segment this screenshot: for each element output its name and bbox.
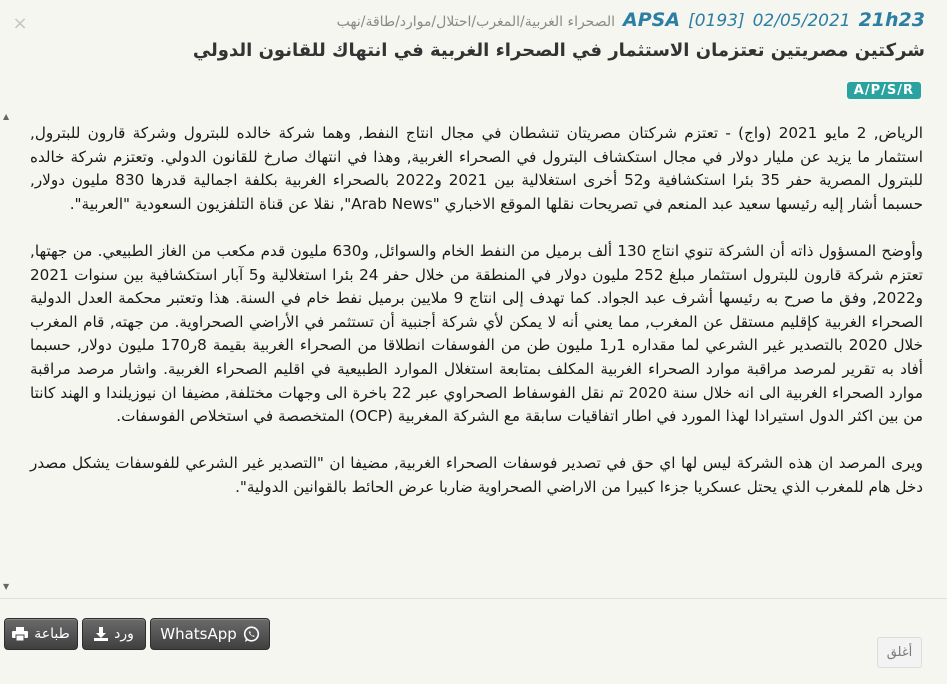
scroll-up-arrow-icon[interactable]: ▲: [3, 112, 10, 121]
article-meta: [337, 9, 925, 33]
article-date: 02/05/2021: [752, 11, 851, 31]
footer-divider: [0, 598, 947, 599]
article-body: [30, 122, 923, 523]
article-paragraph: ويرى المرصد ان هذه الشركة ليس لها اي حق في تصدير فوسفات الصحراء الغربية, مضيفا ان "التصدير غير الشرعي للفوسفات يشكل مصدر دخل هام للمغرب الذي يحتل عسكريا جزءا كبيرا من الاراضي الصحراوية ضاربا عرض الحائط بالقوانين الدولية".: [30, 454, 923, 496]
article-paragraph: وأوضح المسؤول ذاته أن الشركة تنوي انتاج 130 ألف برميل من النفط الخام والسوائل, و630 مليون قدم مكعب من الغاز الطبيعي. من جهتها, تعتزم شركة قارون للبترول استثمار مبلغ 252 مليون دولار في المنطقة من خلال حفر 24 بئرا استغلالية و5 آبار استكشافية بين سنوات 2021 و2022, وفق ما صرح به رئيسها أشرف عبد الجواد. كما تهدف إلى انتاج 9 ملايين برميل نفط خام في السنة. هذا وتعتبر محكمة العدل الدولية الصحراء الغربية كإقليم مستقل عن المغرب, مما يعني أنه لا يمكن لأي شركة أجنبية أن تستثمر في الأراضي الصحراوية. من جهته, قام المغرب خلال 2020 بالتصدير غير الشرعي لما مقداره 1ر1 مليون طن من الفوسفات انطلاقا من الصحراء الغربية بقيمة 8ر170 مليون دولار, حسبما أفاد به تقرير لمرصد مراقبة موارد الصحراء الغربية المكلف بمتابعة استغلال الموارد الطبيعية في اقليم الصحراء الغربية. واشار مرصد مراقبة موارد الصحراء الغربية الى انه خلال سنة 2020 تم نقل الفوسفاط الصحراوي عبر 22 باخرة الى وجهات مختلفة, مضيفا ان نيوزيلندا و الهند كانتا من بين اكثر الدول استيرادا لهذا المورد في اطار اتفاقيات سابقة مع الشركة المغربية (OCP) المتخصصة في استخلاص الفوسفات.: [30, 241, 924, 426]
article-tags[interactable]: الصحراء الغربية/المغرب/احتلال/موارد/طاقة/نهب: [336, 14, 616, 30]
whatsapp-button[interactable]: [150, 618, 270, 650]
close-button[interactable]: أغلق: [877, 637, 922, 668]
close-x-icon[interactable]: ×: [12, 13, 28, 34]
print-button-label: طباعة: [34, 626, 70, 642]
whatsapp-icon: [243, 626, 260, 643]
article-time: 21h23: [858, 9, 925, 31]
print-button[interactable]: [4, 618, 78, 650]
article-code: [0193]: [688, 11, 745, 31]
article-source: APSA: [623, 9, 681, 31]
word-button-label: ورد: [114, 626, 134, 642]
whatsapp-button-label: WhatsApp: [160, 625, 237, 643]
word-button[interactable]: [82, 618, 146, 650]
apsr-badge: A/P/S/R: [847, 82, 921, 99]
printer-icon: [12, 627, 28, 641]
download-icon: [94, 627, 108, 641]
scroll-down-arrow-icon[interactable]: ▼: [3, 582, 10, 591]
article-paragraph: الرياض, 2 مايو 2021 (واج) - تعتزم شركتان مصريتان تنشطان في مجال انتاج النفط, وهما شركة خالده للبترول وشركة قارون للبترول, استثمار ما يزيد عن مليار دولار في مجال استكشاف البترول في الصحراء الغربية, وهذا في انتهاك صارخ للقانون الدولي. وتعتزم شركة خالده للبترول المصرية حفر 35 بئرا استكشافية و52 أخرى استغلالية بين 2021 و2022 بالصحراء الغربية بكلفة اجمالية قدرها 830 مليون دولار, حسبما أشار إليه رئيسها سعيد عبد المنعم في تصريحات نقلها الموقع الاخباري "Arab News", نقلا عن قناة التلفزيون السعودية "العربية".: [30, 124, 923, 213]
article-headline: شركتين مصريتين تعتزمان الاستثمار في الصحراء الغربية في انتهاك للقانون الدولي: [192, 40, 925, 61]
